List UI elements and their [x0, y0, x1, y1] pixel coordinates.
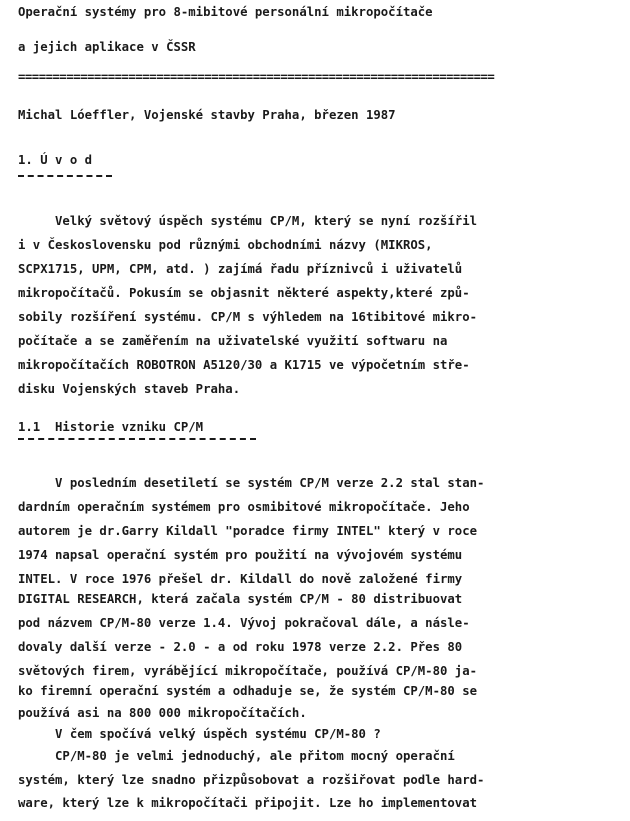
section-1-line: počítače a se zaměřením na uživatelské využití softwaru na — [18, 334, 448, 348]
author-line: Michal Lóeffler, Vojenské stavby Praha, březen 1987 — [18, 108, 396, 122]
section-1-line: SCPX1715, UPM, CPM, atd. ) zajímá řadu příznivců i uživatelů — [18, 262, 463, 276]
title-separator: ===================================================================== — [18, 70, 495, 84]
section-1-line: sobily rozšíření systému. CP/M s výhledem na 16tibitové mikro- — [18, 310, 478, 324]
section-1-line: Velký světový úspěch systému CP/M, který se nyní rozšířil — [18, 214, 478, 228]
section-1-1-line: CP/M-80 je velmi jednoduchý, ale přitom mocný operační — [18, 749, 455, 763]
section-1-underline — [18, 175, 112, 177]
section-1-line: mikropočítačů. Pokusím se objasnit některé aspekty,které způ- — [18, 286, 470, 300]
section-1-1-line: autorem je dr.Garry Kildall "poradce firmy INTEL" který v roce — [18, 524, 478, 538]
section-1-line: mikropočítačích ROBOTRON A5120/30 a K1715 ve výpočetním stře- — [18, 358, 470, 372]
section-1-1-line: 1974 napsal operační systém pro použití na vývojovém systému — [18, 548, 463, 562]
title-line-2: a jejich aplikace v ČSSR — [18, 40, 196, 54]
section-1-1-line: DIGITAL RESEARCH, která začala systém CP/M - 80 distribuovat — [18, 592, 463, 606]
section-1-1-line: systém, který lze snadno přizpůsobovat a rozšiřovat podle hard- — [18, 773, 485, 787]
title-line-1: Operační systémy pro 8-mibitové personální mikropočítače — [18, 5, 433, 19]
section-1-1-line: ko firemní operační systém a odhaduje se, že systém CP/M-80 se — [18, 684, 478, 698]
section-1-1-line: používá asi na 800 000 mikropočítačích. — [18, 706, 307, 720]
section-1-1-underline — [18, 438, 256, 440]
section-1-heading: 1. Ú v o d — [18, 153, 93, 167]
section-1-1-line: V čem spočívá velký úspěch systému CP/M-80 ? — [18, 727, 381, 741]
section-1-line: disku Vojenských staveb Praha. — [18, 382, 241, 396]
section-1-1-line: dovaly další verze - 2.0 - a od roku 1978 verze 2.2. Přes 80 — [18, 640, 463, 654]
section-1-1-line: INTEL. V roce 1976 přešel dr. Kildall do nově založené firmy — [18, 572, 463, 586]
section-1-1-line: dardním operačním systémem pro osmibitové mikropočítače. Jeho — [18, 500, 470, 514]
section-1-1-line: V posledním desetiletí se systém CP/M verze 2.2 stal stan- — [18, 476, 485, 490]
section-1-1-line: světových firem, vyrábějící mikropočítače, používá CP/M-80 ja- — [18, 664, 478, 678]
section-1-line: i v Československu pod různými obchodními názvy (MIKROS, — [18, 238, 433, 252]
section-1-1-line: ware, který lze k mikropočítači připojit. Lze ho implementovat — [18, 796, 478, 810]
section-1-1-heading: 1.1 Historie vzniku CP/M — [18, 420, 204, 434]
section-1-1-line: pod názvem CP/M-80 verze 1.4. Vývoj pokračoval dále, a násle- — [18, 616, 470, 630]
